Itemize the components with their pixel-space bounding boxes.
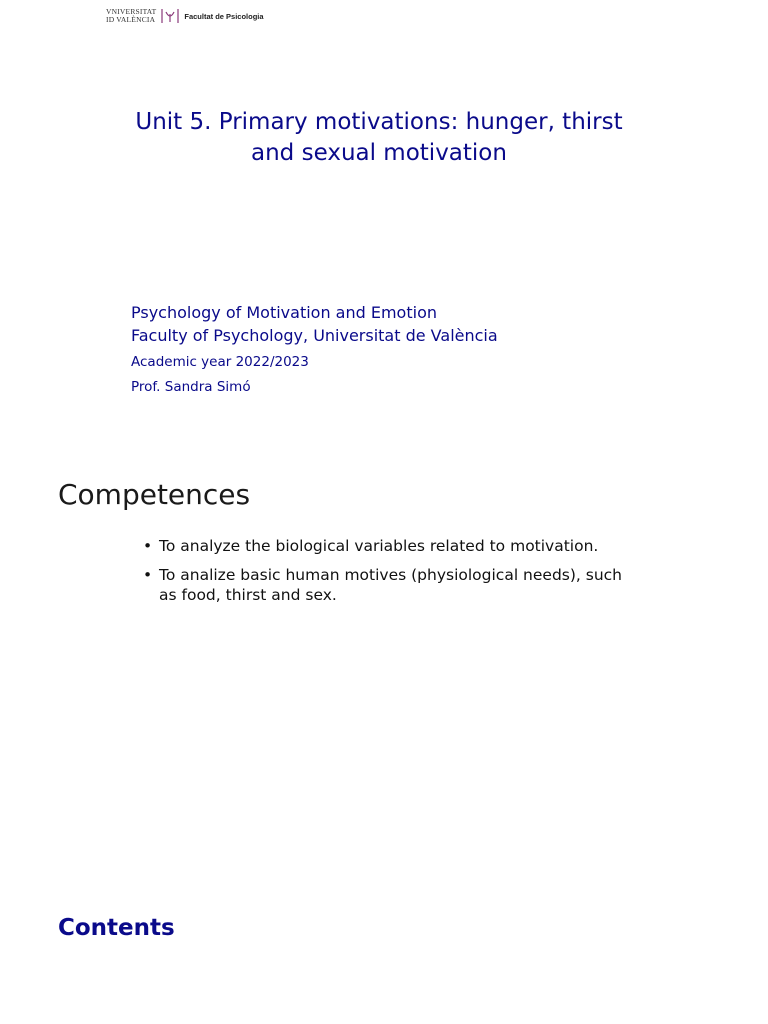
bullet-text: To analize basic human motives (physiological needs), such as food, thirst and sex. [159,566,623,604]
faculty-name: Facultat de Psicologia [184,11,264,21]
academic-year: Academic year 2022/2023 [131,354,309,370]
university-name-line1: VNIVERSITAT [106,7,157,16]
bullet-icon: • [143,566,153,584]
university-name [106,8,156,24]
faculty-emblem-icon [160,8,180,24]
university-logo [106,7,264,25]
list-item [143,536,633,556]
bullet-text: To analyze the biological variables related to motivation. [159,537,599,555]
professor-name: Prof. Sandra Simó [131,379,251,395]
presentation-title [120,107,638,169]
university-name-line2: ID VALÈNCIA [106,15,156,24]
course-name: Psychology of Motivation and Emotion [131,303,437,322]
bullet-icon: • [143,537,153,555]
competences-list [143,536,633,614]
faculty-line: Faculty of Psychology, Universitat de València [131,326,498,345]
list-item [143,565,633,605]
title-line-1: Unit 5. Primary motivations: hunger, thirst [135,109,623,135]
title-line-2: and sexual motivation [251,140,507,166]
course-info [131,301,498,347]
competences-heading: Competences [58,478,251,511]
contents-heading: Contents [58,915,175,941]
